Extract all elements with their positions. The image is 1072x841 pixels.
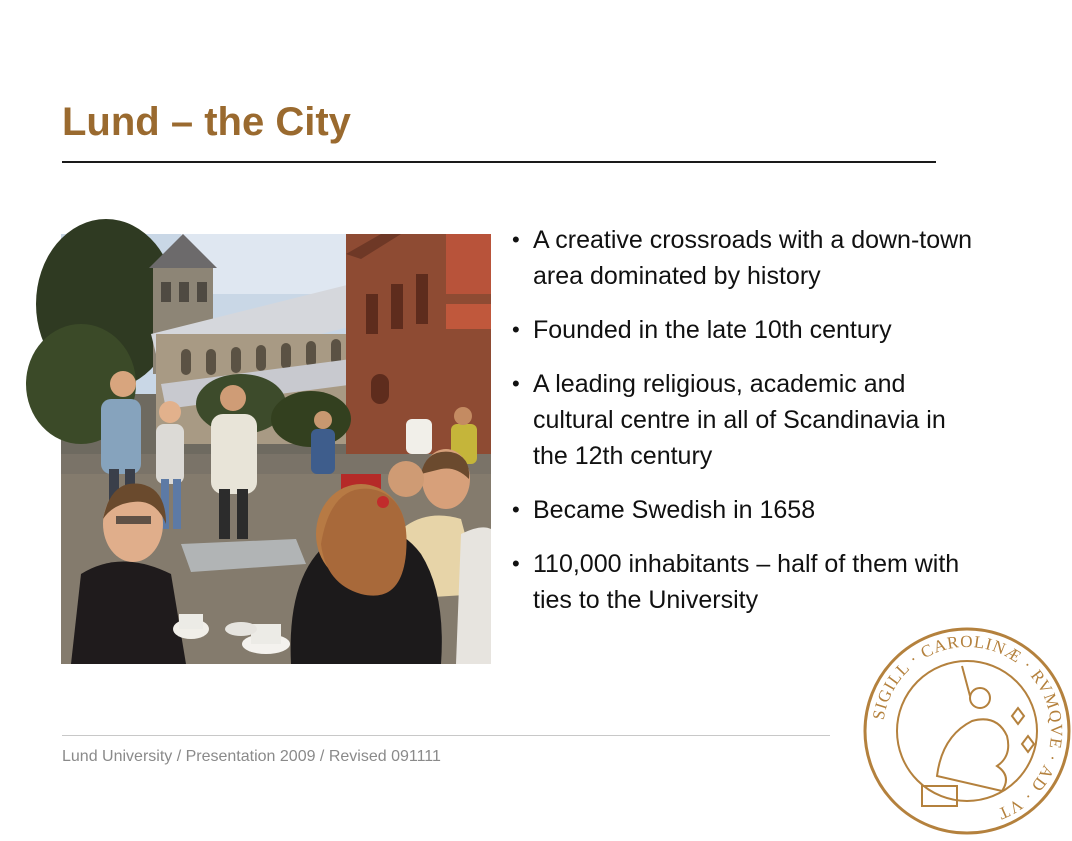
bullet-text: Founded in the late 10th century	[533, 316, 892, 344]
footer-divider	[62, 735, 830, 736]
title-divider	[62, 161, 936, 163]
slide-title: Lund – the City	[62, 100, 351, 144]
svg-text:SIGILL · CAROLINÆ · RVMQVE · A: SIGILL · CAROLINÆ · RVMQVE · AD · VT	[868, 631, 1067, 824]
photo-lund-cathedral-cafe-square-icon	[61, 234, 491, 664]
bullet-item	[510, 492, 980, 528]
bullet-item	[510, 546, 980, 618]
bullet-text: A leading religious, academic and cultural centre in all of Scandinavia in the 12th century	[533, 370, 946, 470]
bullet-dot-icon: •	[512, 497, 520, 522]
bullet-text: A creative crossroads with a down-town area dominated by history	[533, 226, 973, 290]
bullet-dot-icon: •	[512, 227, 520, 252]
bullet-dot-icon: •	[512, 317, 520, 342]
bullet-text: 110,000 inhabitants – half of them with ties to the University	[533, 550, 960, 614]
university-seal	[862, 626, 1072, 836]
footer-text: Lund University / Presentation 2009 / Revised 091111	[62, 748, 441, 765]
bullet-item	[510, 222, 980, 294]
lund-university-seal-icon	[862, 626, 1072, 836]
bullet-dot-icon: •	[512, 371, 520, 396]
bullet-dot-icon: •	[512, 551, 520, 576]
bullet-list	[510, 222, 980, 636]
bullet-item	[510, 312, 980, 348]
city-photo	[61, 234, 491, 664]
bullet-item	[510, 366, 980, 474]
bullet-text: Became Swedish in 1658	[533, 496, 816, 524]
